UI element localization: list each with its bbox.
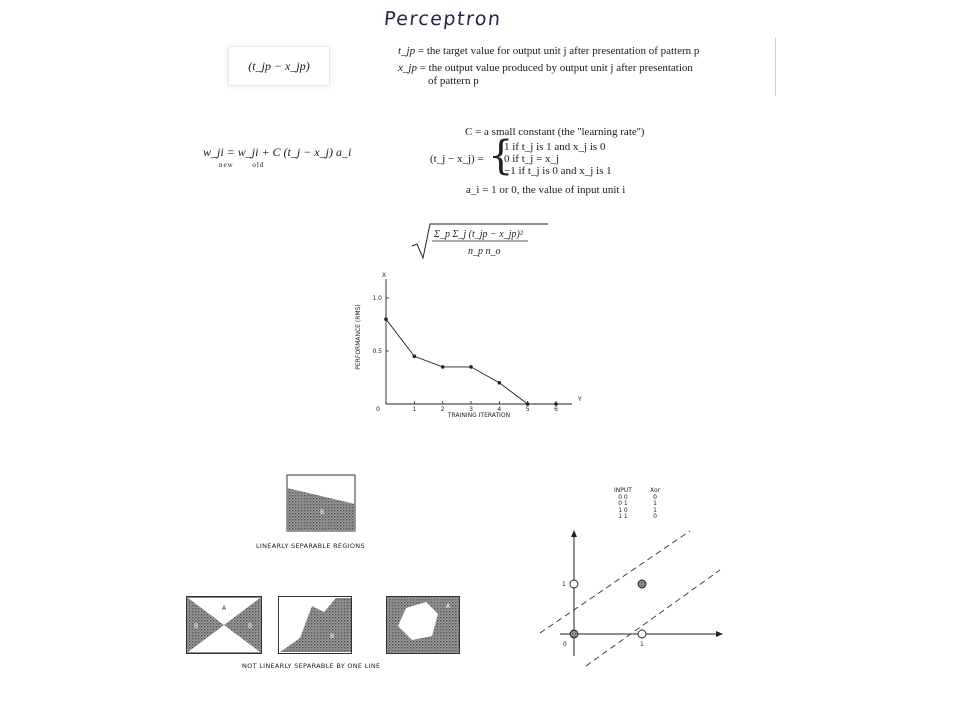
sub-new: new <box>219 161 234 169</box>
xor-col-input: INPUT <box>614 487 632 494</box>
xor-col-output: Xor <box>649 487 661 494</box>
x-tick-label: 0 <box>376 406 380 413</box>
error-term: (t_jp − x_jp) <box>248 58 310 73</box>
x-tick-label: 2 <box>440 406 445 413</box>
learning-rate-definition: C = a small constant (the ''learning rate'') <box>465 126 645 138</box>
x-axis-arrow-icon <box>716 631 723 637</box>
case-2: 0 if t_j = x_j <box>504 153 560 165</box>
xor-point-0-1 <box>570 580 578 588</box>
data-point <box>441 365 445 369</box>
case-1: 1 if t_j is 1 and x_j is 0 <box>504 141 606 153</box>
data-point <box>554 402 558 406</box>
xor-diagram <box>530 528 760 678</box>
xor-output-cell: 0 <box>653 513 657 520</box>
separable-panel <box>286 474 356 532</box>
xor-point-1-0 <box>638 630 646 638</box>
rms-denominator: n_p n_o <box>468 246 501 257</box>
bowtie-label-left: B <box>194 623 199 630</box>
bowtie-label-right: B <box>248 623 253 630</box>
x-definition-line1: = the output value produced by output unit j after presentation <box>419 62 693 74</box>
case-3: −1 if t_j is 0 and x_j is 1 <box>504 165 612 177</box>
x-tick-label: 1 <box>412 406 417 413</box>
error-term-box <box>228 46 330 86</box>
data-point <box>469 365 473 369</box>
xor-input-cell: 0 0 <box>618 493 628 501</box>
data-point <box>498 381 502 385</box>
update-rule-subscripts <box>219 161 264 169</box>
enclosed-label: A <box>446 603 451 610</box>
t-definition: = the target value for output unit j after presentation of pattern p <box>417 45 700 57</box>
x-axis-label: TRAINING ITERATION <box>447 412 511 419</box>
y-axis-arrow-icon <box>571 530 577 537</box>
data-point <box>526 402 530 406</box>
xor-point-0-0 <box>570 630 578 638</box>
a-definition: a_i = 1 or 0, the value of input unit i <box>466 184 626 196</box>
cases-lhs: (t_j − x_j) = <box>430 153 484 165</box>
xor-input-cell: 1 0 <box>618 506 628 514</box>
scan-edge <box>775 38 776 96</box>
xor-point-1-1 <box>638 580 646 588</box>
xor-truth-table <box>610 488 664 521</box>
page-title: Perceptron <box>382 8 503 30</box>
xor-input-cell: 0 1 <box>618 500 628 507</box>
y-axis-letter: X <box>381 272 387 279</box>
xor-output-cell: 1 <box>653 506 657 514</box>
bowtie-panel <box>186 596 262 654</box>
definitions <box>398 45 778 88</box>
x-tick-label: 4 <box>497 406 502 413</box>
separable-caption: LINEARLY SEPARABLE REGIONS <box>256 542 365 550</box>
rms-formula <box>410 222 550 262</box>
t-symbol: t_jp <box>398 45 416 57</box>
cases-list <box>504 141 612 177</box>
update-rule-formula: w_ji = w_ji + C (t_j − x_j) a_i <box>203 145 352 159</box>
sub-old: old <box>252 161 265 169</box>
y-tick-label: 1.0 <box>372 295 382 302</box>
y-axis-label: PERFORMANCE (RMS) <box>355 304 362 370</box>
not-separable-caption: NOT LINEARLY SEPARABLE BY ONE LINE <box>242 662 381 670</box>
xor-separator-lower <box>586 570 720 666</box>
data-point <box>384 317 388 321</box>
xor-y-tick-label: 1 <box>562 581 566 588</box>
table-row <box>610 514 664 521</box>
xor-input-cell: 1 1 <box>618 513 628 520</box>
x-definition-line2: of pattern p <box>428 75 479 87</box>
series-line <box>386 319 556 404</box>
x-tick-label: 3 <box>469 406 473 413</box>
wedge-label: B <box>330 633 335 640</box>
xor-x-tick-label: 1 <box>640 641 644 648</box>
enclosed-panel <box>386 596 460 654</box>
data-point <box>413 355 417 359</box>
rms-numerator: Σ_p Σ_j (t_jp − x_jp)² <box>434 229 523 240</box>
bowtie-label-center: A <box>222 605 227 612</box>
xor-output-cell: 0 <box>653 493 657 501</box>
xor-output-cell: 1 <box>653 500 657 507</box>
region-b-label: B <box>320 509 325 516</box>
x-tick-label: 5 <box>525 406 530 413</box>
x-tick-label: 6 <box>554 406 558 413</box>
xor-origin-label: 0 <box>563 641 567 648</box>
x-symbol: x_jp <box>398 62 417 74</box>
y-tick-label: 0.5 <box>372 348 382 355</box>
x-axis-letter: Y <box>578 396 582 403</box>
performance-chart <box>340 265 590 425</box>
cases-brace: { <box>488 133 514 179</box>
wedge-panel <box>278 596 352 654</box>
